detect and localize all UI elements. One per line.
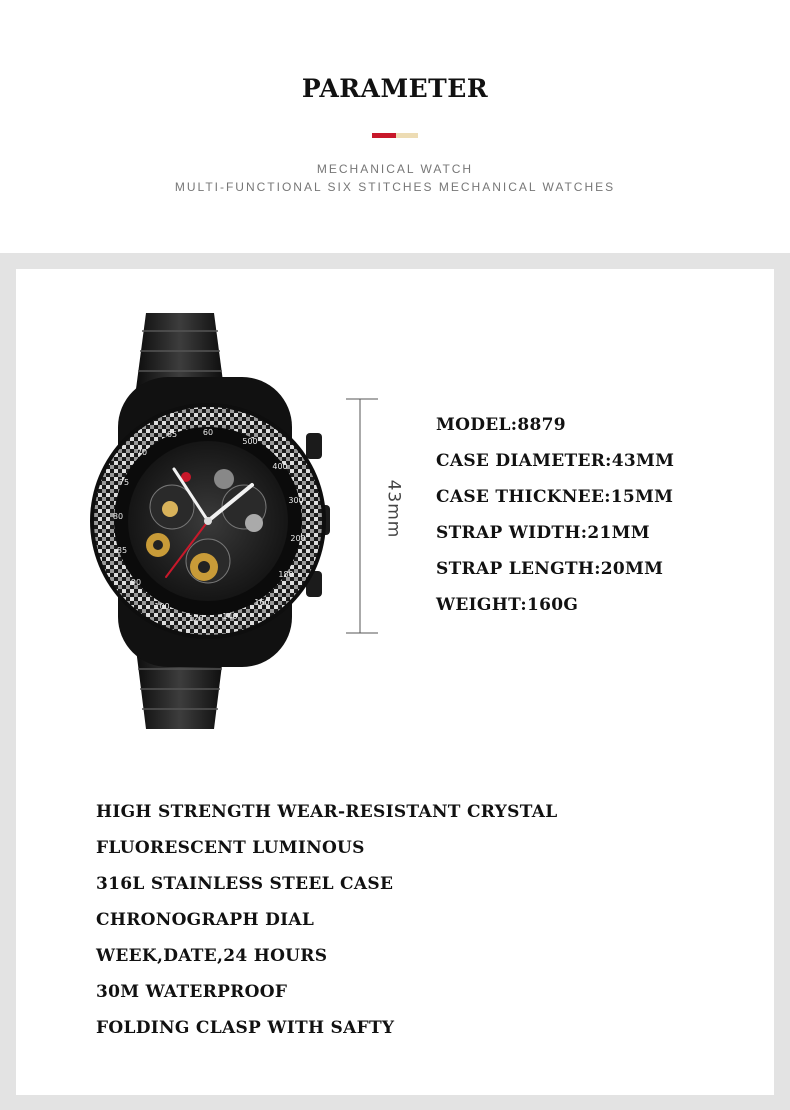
feature-item: FLUORESCENT LUMINOUS	[96, 838, 365, 858]
header-section	[0, 0, 790, 253]
svg-text:200: 200	[290, 534, 306, 543]
subtitle-line-2: MULTI-FUNCTIONAL SIX STITCHES MECHANICAL WATCHES	[174, 180, 616, 194]
feature-item: 30M WATERPROOF	[96, 982, 288, 1002]
feature-item: CHRONOGRAPH DIAL	[96, 910, 315, 930]
svg-text:80: 80	[112, 512, 124, 521]
feature-list	[96, 801, 557, 1053]
svg-text:500: 500	[242, 437, 258, 446]
accent-red	[372, 133, 396, 138]
svg-text:75: 75	[118, 478, 130, 487]
spec-strap-length: STRAP LENGTH:20MM	[436, 559, 664, 579]
spec-case-thickness: CASE THICKNEE:15MM	[436, 487, 674, 507]
svg-text:60: 60	[202, 428, 214, 437]
spec-case-diameter: CASE DIAMETER:43MM	[436, 451, 675, 471]
diameter-label: 43mm	[383, 479, 404, 539]
accent-beige	[396, 133, 418, 138]
feature-item: WEEK,DATE,24 HOURS	[96, 946, 328, 966]
spec-strap-width: STRAP WIDTH:21MM	[436, 523, 650, 543]
svg-text:65: 65	[166, 430, 178, 439]
svg-text:90: 90	[130, 578, 142, 587]
svg-text:160: 160	[254, 598, 270, 607]
svg-text:400: 400	[272, 462, 288, 471]
svg-text:85: 85	[116, 546, 128, 555]
feature-item: HIGH STRENGTH WEAR-RESISTANT CRYSTAL	[96, 802, 558, 822]
svg-text:100: 100	[154, 602, 170, 611]
title-accent-bar	[372, 133, 418, 138]
spec-weight: WEIGHT:160G	[436, 595, 579, 615]
svg-text:120: 120	[188, 614, 204, 623]
feature-item: 316L STAINLESS STEEL CASE	[96, 874, 394, 894]
svg-text:180: 180	[278, 570, 294, 579]
wristwatch-image	[74, 309, 344, 733]
feature-item: FOLDING CLASP WITH SAFTY	[96, 1018, 395, 1038]
diameter-dimension-marker	[346, 397, 382, 635]
page-title: PARAMETER	[301, 74, 489, 103]
spec-list	[436, 414, 674, 630]
parameter-card	[16, 269, 774, 1095]
svg-text:300: 300	[288, 496, 304, 505]
subtitle-line-1: MECHANICAL WATCH	[316, 162, 474, 176]
spec-model: MODEL:8879	[436, 415, 566, 435]
svg-text:70: 70	[136, 448, 148, 457]
svg-text:140: 140	[222, 612, 238, 621]
